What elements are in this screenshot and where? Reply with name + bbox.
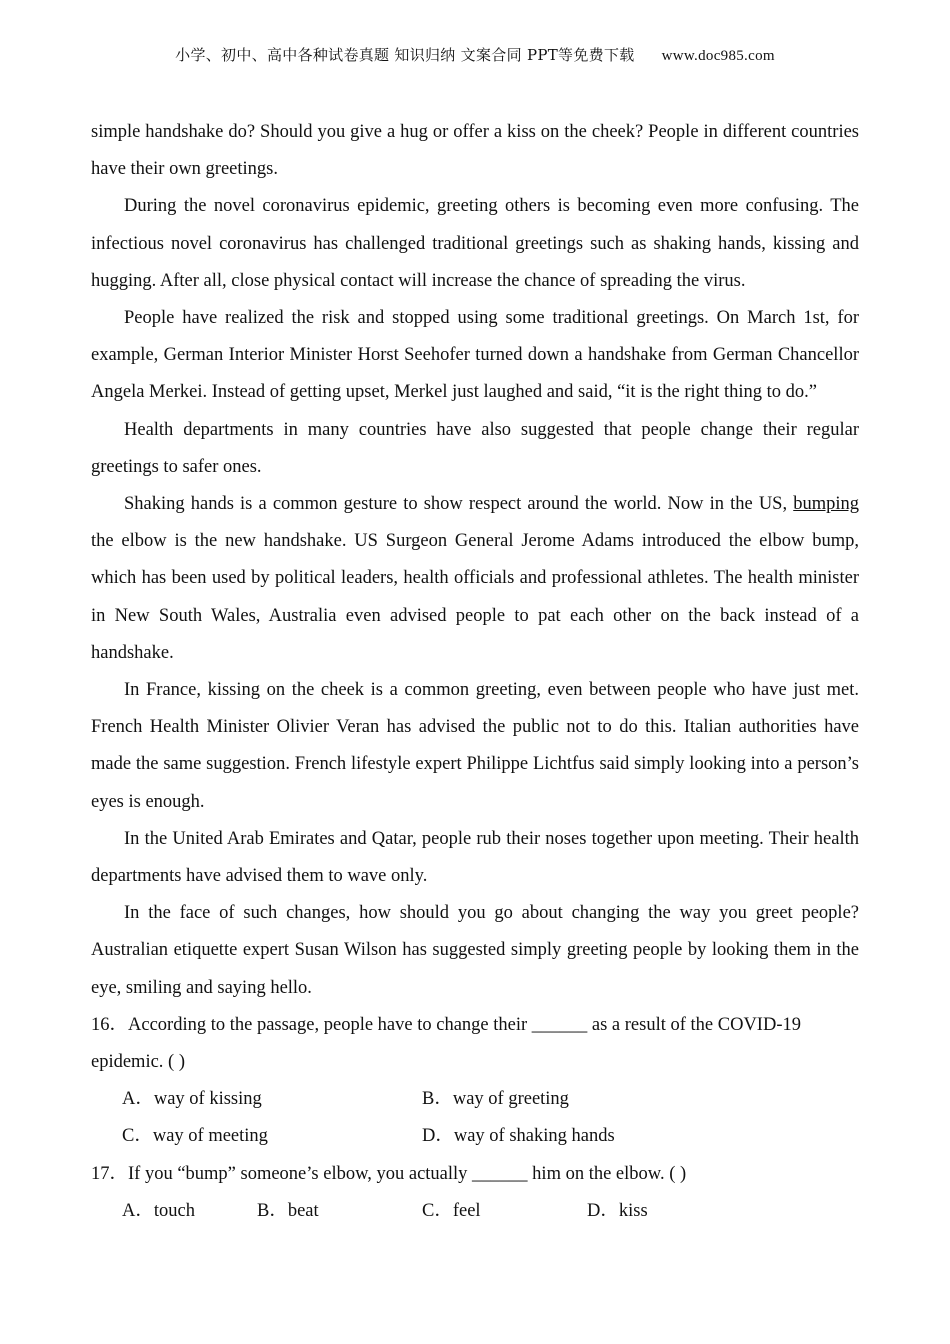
header-text: 小学、初中、高中各种试卷真题 知识归纳 文案合同 PPT等免费下载 (175, 46, 635, 64)
passage-content (91, 114, 859, 1230)
paragraph-7: In the United Arab Emirates and Qatar, people rub their noses together upon meeting. Their health departments have advised them to wave only. (91, 828, 859, 887)
question-17-options (91, 1193, 859, 1230)
paragraph-5-start: Shaking hands is a common gesture to show respect around the world. Now in the US, (124, 494, 788, 515)
paragraph-6: In France, kissing on the cheek is a common greeting, even between people who have just met. French Health Minister Olivier Veran has advised the public not to do this. Italian authorities have made the same suggestion. French lifestyle expert Philippe Lichtfus said simply looking into a person’s eyes is enough. (91, 680, 859, 812)
paragraph-1: simple handshake do? Should you give a hug or offer a kiss on the cheek? People in different countries have their own greetings. (91, 122, 859, 180)
question-16-options-row-2 (91, 1118, 859, 1155)
paragraph-5-end: the elbow is the new handshake. US Surgeon General Jerome Adams introduced the elbow bump, which has been used by political leaders, health officials and professional athletes. The health minister in New South Wales, Australia even advised people to pat each other on the back instead of a handshake. (91, 531, 859, 663)
paragraph-3: People have realized the risk and stopped using some traditional greetings. On March 1st, for example, German Interior Minister Horst Seehofer turned down a handshake from German Chancellor Angela Merkei. Instead of getting upset, Merkel just laughed and said, “it is the right thing to do.” (91, 308, 859, 403)
question-17-option-d: D．kiss (587, 1200, 648, 1221)
underlined-word-bumping: bumping (793, 494, 860, 515)
paragraph-2: During the novel coronavirus epidemic, greeting others is becoming even more confusing. The infectious novel coronavirus has challenged traditional greetings such as shaking hands, kissing and hugging. After all, close physical contact will increase the chance of spreading the virus. (91, 196, 859, 291)
question-17-stem: 17．If you “bump” someone’s elbow, you actually ______ him on the elbow. ( ) (91, 1163, 687, 1184)
paragraph-5 (91, 486, 859, 672)
question-16-option-a: A．way of kissing (122, 1089, 262, 1110)
header-site-link[interactable]: www.doc985.com (661, 48, 775, 64)
paragraph-4: Health departments in many countries have also suggested that people change their regular greetings to safer ones. (91, 419, 859, 477)
page-header (0, 44, 950, 65)
question-17-option-c: C．feel (422, 1200, 481, 1221)
paragraph-8: In the face of such changes, how should you go about changing the way you greet people? Australian etiquette expert Susan Wilson has suggested simply greeting people by looking them in the eye, smiling and saying hello. (91, 903, 859, 998)
question-16-option-d: D．way of shaking hands (422, 1126, 615, 1147)
question-16-options-row-1 (91, 1081, 859, 1118)
question-16-option-b: B．way of greeting (422, 1089, 569, 1110)
question-17-option-a: A．touch (122, 1200, 195, 1221)
question-16-stem: 16．According to the passage, people have to change their ______ as a result of the COVID-19 epidemic. ( ) (91, 1014, 801, 1073)
question-16-option-c: C．way of meeting (122, 1126, 268, 1147)
question-17-option-b: B．beat (257, 1200, 319, 1221)
